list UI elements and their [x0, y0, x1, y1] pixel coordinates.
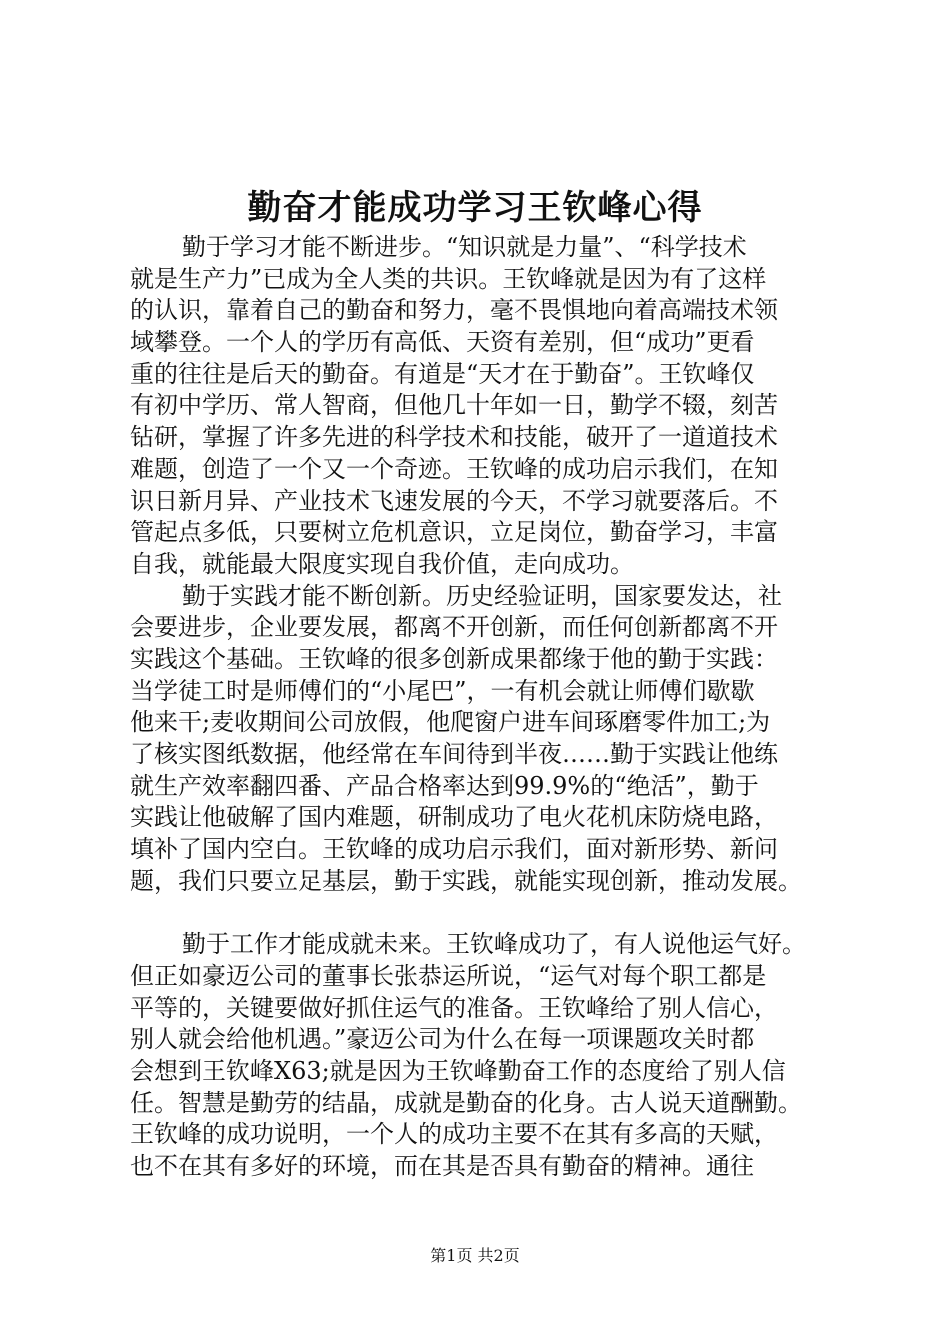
text-line: 重的往往是后天的勤奋。有道是“天才在于勤奋”。王钦峰仅	[130, 359, 755, 388]
text-line: 勤于学习才能不断进步。“知识就是力量”、“科学技术	[182, 233, 747, 261]
text-line: 识日新月异、产业技术飞速发展的今天，不学习就要落后。不	[130, 486, 778, 515]
document-body	[130, 232, 830, 1183]
text-line: 他来干;麦收期间公司放假，他爬窗户进车间琢磨零件加工;为	[130, 708, 771, 737]
text-line: 管起点多低，只要树立危机意识，立足岗位，勤奋学习，丰富	[130, 518, 778, 547]
text-line: 的认识，靠着自己的勤奋和努力，毫不畏惧地向着高端技术领	[130, 296, 778, 325]
text-line: 自我，就能最大限度实现自我价值，走向成功。	[130, 549, 634, 578]
text-line: 就生产效率翻四番、产品合格率达到99.9%的“绝活”，勤于	[130, 771, 759, 800]
text-line: 题，我们只要立足基层，勤于实践，就能实现创新，推动发展。	[130, 866, 802, 895]
page-number-footer: 第1页 共2页	[430, 1246, 520, 1265]
text-line: 勤于实践才能不断创新。历史经验证明，国家要发达，社	[182, 581, 782, 610]
text-line: 会要进步，企业要发展，都离不开创新，而任何创新都离不开	[130, 613, 778, 642]
text-line: 域攀登。一个人的学历有高低、天资有差别，但“成功”更看	[130, 328, 755, 357]
text-line: 会想到王钦峰X63;就是因为王钦峰勤奋工作的态度给了别人信	[130, 1056, 786, 1085]
text-line: 王钦峰的成功说明，一个人的成功主要不在其有多高的天赋，	[130, 1120, 778, 1149]
text-line: 平等的，关键要做好抓住运气的准备。王钦峰给了别人信心，	[130, 993, 778, 1022]
text-line: 实践让他破解了国内难题，研制成功了电火花机床防烧电路，	[130, 803, 778, 832]
document-title: 勤奋才能成功学习王钦峰心得	[247, 188, 703, 228]
text-line: 也不在其有多好的环境，而在其是否具有勤奋的精神。通往	[130, 1151, 754, 1180]
text-line: 任。智慧是勤劳的结晶，成就是勤奋的化身。古人说天道酬勤。	[130, 1088, 802, 1117]
text-line: 别人就会给他机遇。”豪迈公司为什么在每一项课题攻关时都	[130, 1025, 755, 1054]
text-line: 勤于工作才能成就未来。王钦峰成功了，有人说他运气好。	[182, 930, 806, 959]
text-line: 钻研，掌握了许多先进的科学技术和技能，破开了一道道技术	[130, 423, 778, 452]
text-line: 但正如豪迈公司的董事长张恭运所说，“运气对每个职工都是	[130, 961, 767, 990]
blank-line	[130, 897, 830, 929]
text-line: 实践这个基础。王钦峰的很多创新成果都缘于他的勤于实践：	[130, 644, 778, 673]
text-line: 有初中学历、常人智商，但他几十年如一日，勤学不辍，刻苦	[130, 391, 778, 420]
text-line: 就是生产力”已成为全人类的共识。王钦峰就是因为有了这样	[130, 264, 767, 293]
text-line: 填补了国内空白。王钦峰的成功启示我们，面对新形势、新问	[130, 835, 778, 864]
text-line: 难题，创造了一个又一个奇迹。王钦峰的成功启示我们，在知	[130, 454, 778, 483]
text-line: 了核实图纸数据，他经常在车间待到半夜……勤于实践让他练	[130, 740, 778, 768]
text-line: 当学徒工时是师傅们的“小尾巴”，一有机会就让师傅们歇歇	[130, 676, 755, 705]
